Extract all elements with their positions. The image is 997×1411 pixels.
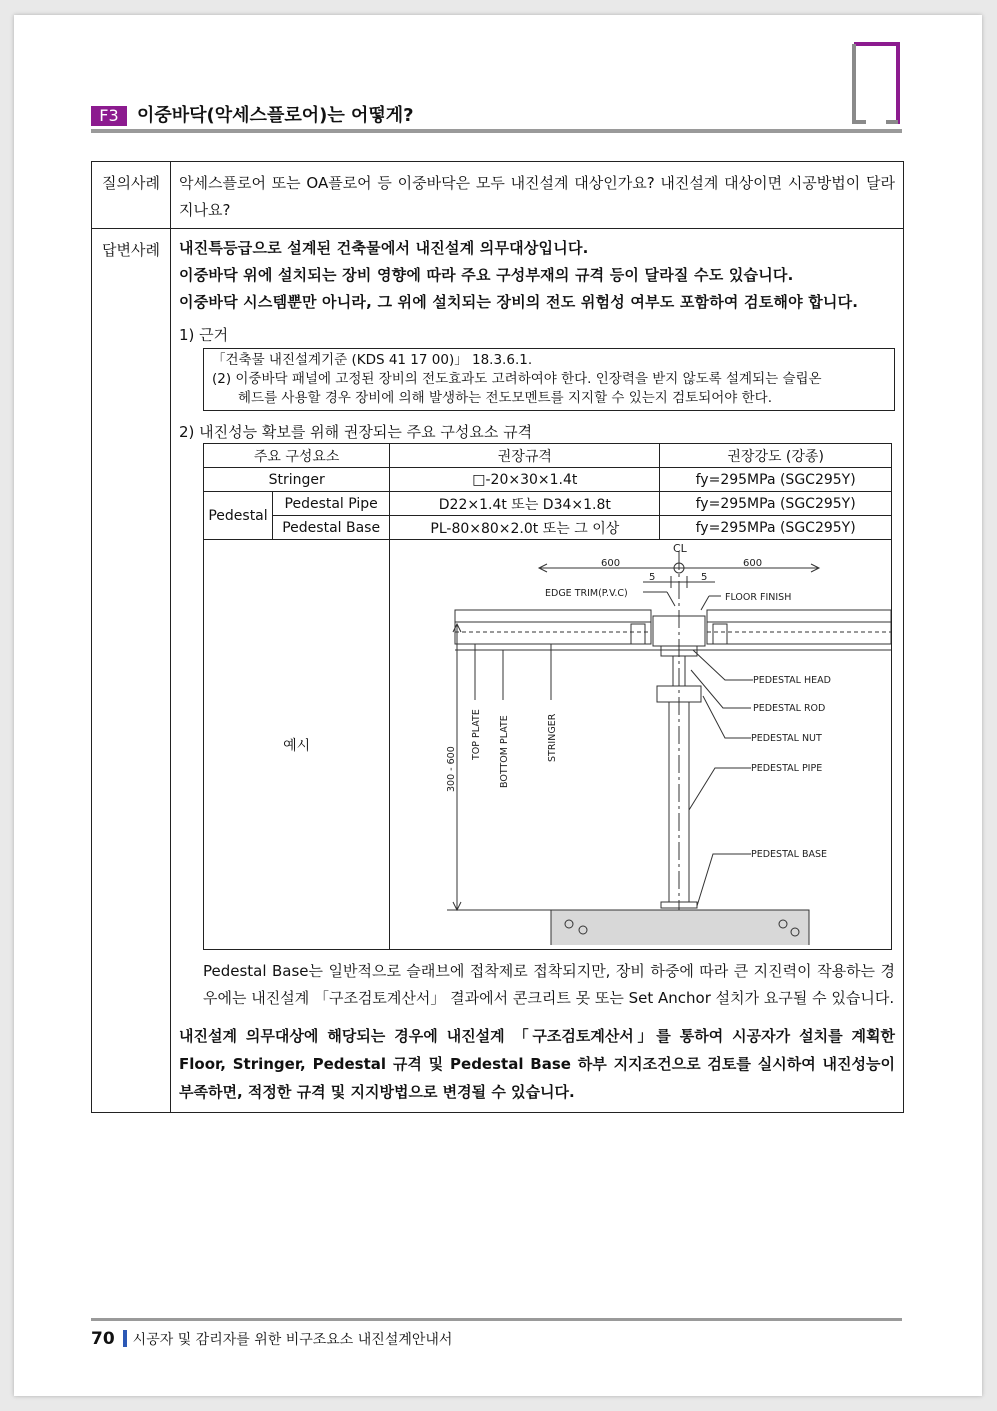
label-top-plate: TOP PLATE (470, 709, 482, 760)
spec-heading: 2) 내진성능 확보를 위해 권장되는 주요 구성요소 규격 (179, 423, 533, 441)
spec-cell-spec: □-20×30×1.4t (390, 468, 660, 492)
basis-heading: 1) 근거 (179, 326, 229, 344)
label-stringer: STRINGER (546, 713, 558, 762)
summary-line-1: 내진특등급으로 설계된 건축물에서 내진설계 의무대상입니다. (179, 239, 589, 257)
label-floor-finish: FLOOR FINISH (724, 592, 791, 603)
basis-reference-box (203, 348, 895, 411)
spec-cell-pedestal-group: Pedestal (204, 492, 273, 540)
example-diagram-cell (390, 540, 892, 950)
label-pedestal-nut: PEDESTAL NUT (750, 733, 822, 744)
footer-rule (91, 1318, 902, 1321)
section-badge: F3 (91, 106, 127, 126)
spec-table (203, 443, 892, 950)
dim-600-left: 600 (600, 558, 620, 569)
spec-cell-name: Pedestal Pipe (273, 492, 390, 516)
spec-cell-name: Pedestal Base (273, 516, 390, 540)
base-note: Pedestal Base는 일반적으로 슬래브에 접착제로 접착되지만, 장비 하중에 따라 큰 지진력이 작용하는 경우에는 내진설계 「구조검토계산서」 결과에서 콘크리트 못 또는 Set Anchor 설치가 요구될 수 있습니다. (203, 962, 895, 1007)
book-title: 시공자 및 감리자를 위한 비구조요소 내진설계안내서 (132, 1332, 453, 1348)
example-label: 예시 (204, 540, 390, 950)
spec-header-strength: 권장강도 (강종) (660, 444, 892, 468)
spec-header-row (204, 444, 892, 468)
spec-row-example (204, 540, 892, 950)
spec-header-component: 주요 구성요소 (204, 444, 390, 468)
label-pedestal-pipe: PEDESTAL PIPE (750, 763, 822, 774)
label-pedestal-base: PEDESTAL BASE (750, 849, 827, 860)
basis-reference-text-1: (2) 이중바닥 패널에 고정된 장비의 전도효과도 고려하여야 한다. 인장력을 받지 않도록 설계되는 슬립온 (212, 371, 822, 387)
section-header (91, 104, 902, 130)
dim-5-right: 5 (700, 572, 708, 583)
dim-5-left: 5 (648, 572, 656, 583)
spec-cell-spec: PL-80×80×2.0t 또는 그 이상 (390, 516, 660, 540)
conclusion: 내진설계 의무대상에 해당되는 경우에 내진설계 「구조검토계산서」를 통하여 시공자가 설치를 계획한 Floor, Stringer, Pedestal 규격 및 Pedestal Base 하부 지지조건으로 검토를 실시하여 내진성능이 부족하면, 적정한 규격 및 지지방법으로 변경될 수 있습니다. (179, 1027, 895, 1101)
basis-reference-text-2: 헤드를 사용할 경우 장비에 의해 발생하는 전도모멘트를 지지할 수 있는지 검토되어야 한다. (238, 390, 773, 406)
access-floor-diagram (391, 540, 891, 945)
label-edge-trim: EDGE TRIM(P.V.C) (544, 588, 628, 599)
spec-cell-strength: fy=295MPa (SGC295Y) (660, 492, 892, 516)
answer-label: 답변사례 (92, 229, 171, 1113)
answer-row (92, 229, 904, 1113)
answer-body (171, 229, 904, 1113)
question-label: 질의사례 (92, 162, 171, 229)
spec-row-pipe (204, 492, 892, 516)
basis-reference-title: 「건축물 내진설계기준 (KDS 41 17 00)」 18.3.6.1. (212, 352, 533, 368)
spec-cell-strength: fy=295MPa (SGC295Y) (660, 468, 892, 492)
question-row (92, 162, 904, 229)
spec-cell-name: Stringer (204, 468, 390, 492)
dim-600-right: 600 (742, 558, 762, 569)
header-rule (91, 129, 902, 133)
question-text: 악세스플로어 또는 OA플로어 등 이중바닥은 모두 내진설계 대상인가요? 내진설계 대상이면 시공방법이 달라지나요? (171, 162, 904, 229)
summary-line-2: 이중바닥 위에 설치되는 장비 영향에 따라 주요 구성부재의 규격 등이 달라질 수도 있습니다. (179, 266, 794, 284)
label-pedestal-head: PEDESTAL HEAD (752, 675, 831, 686)
spec-header-spec: 권장규격 (390, 444, 660, 468)
spec-cell-spec: D22×1.4t 또는 D34×1.8t (390, 492, 660, 516)
label-pedestal-rod: PEDESTAL ROD (752, 703, 826, 714)
summary-line-3: 이중바닥 시스템뿐만 아니라, 그 위에 설치되는 장비의 전도 위험성 여부도 포함하여 검토해야 합니다. (179, 293, 859, 311)
label-height-dim: 300 - 600 (445, 746, 457, 792)
label-bottom-plate: BOTTOM PLATE (498, 715, 510, 788)
spec-row-stringer (204, 468, 892, 492)
centerline-label: CL (672, 542, 687, 555)
section-title: 이중바닥(악세스플로어)는 어떻게? (137, 105, 414, 126)
footer (91, 1326, 452, 1352)
spec-cell-strength: fy=295MPa (SGC295Y) (660, 516, 892, 540)
page-number: 70 (91, 1329, 115, 1349)
footer-bar (123, 1330, 127, 1347)
qa-table (91, 161, 904, 1113)
spec-row-base (204, 516, 892, 540)
